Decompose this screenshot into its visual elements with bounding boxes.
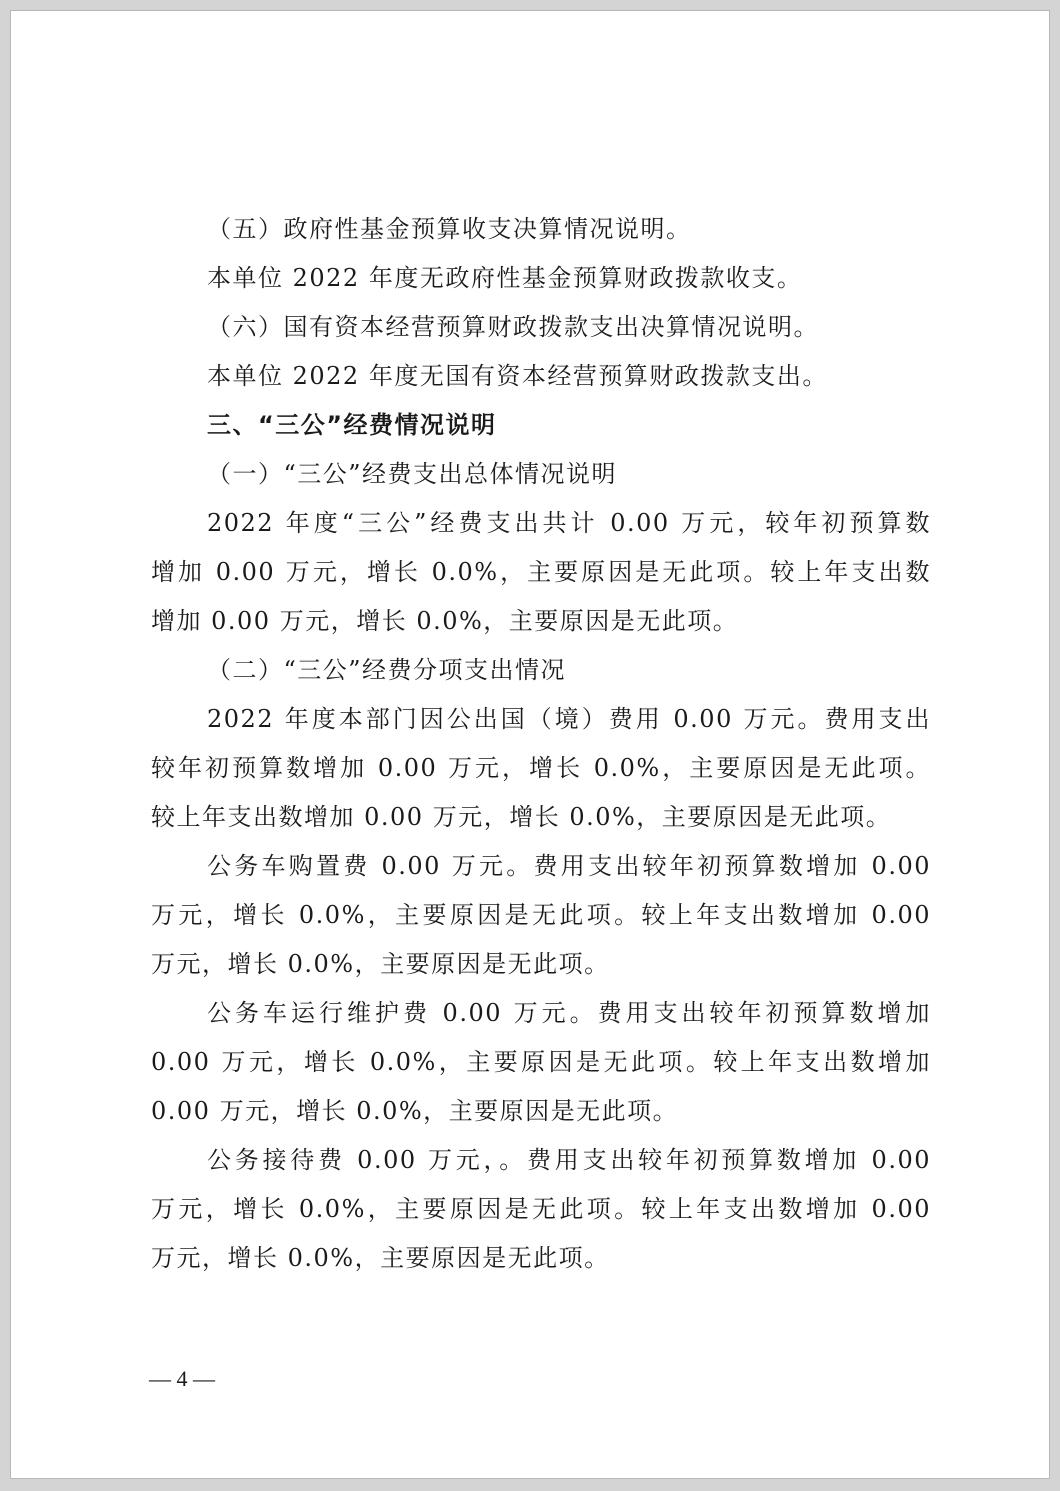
paragraph-line: 本单位 2022 年度无政府性基金预算财政拨款收支。 xyxy=(207,264,803,292)
paragraph-line: 万元，增长 0.0%，主要原因是无此项。 xyxy=(151,1244,610,1272)
paragraph-line: 增加 0.00 万元，增长 0.0%，主要原因是无此项。 xyxy=(151,607,739,635)
paragraph-line: 万元，增长 0.0%，主要原因是无此项。较上年支出数增加 0.00 xyxy=(151,901,931,929)
paragraph-line: 公务车运行维护费 0.00 万元。费用支出较年初预算数增加 xyxy=(207,999,931,1027)
section-heading-6: （六）国有资本经营预算财政拨款支出决算情况说明。 xyxy=(207,313,819,341)
paragraph-line: 2022 年度本部门因公出国（境）费用 0.00 万元。费用支出 xyxy=(207,705,931,733)
subsection-heading-1: （一）“三公”经费支出总体情况说明 xyxy=(207,460,618,488)
paragraph-line: 公务接待费 0.00 万元，。费用支出较年初预算数增加 0.00 xyxy=(207,1146,931,1174)
paragraph-line: 0.00 万元，增长 0.0%，主要原因是无此项。较上年支出数增加 xyxy=(151,1048,931,1076)
paragraph-line: 较年初预算数增加 0.00 万元，增长 0.0%，主要原因是无此项。 xyxy=(151,754,931,782)
document-body xyxy=(151,205,931,1283)
paragraph-line: 增加 0.00 万元，增长 0.0%，主要原因是无此项。较上年支出数 xyxy=(151,558,931,586)
page-number: — 4 — xyxy=(149,1366,215,1391)
section-heading-5: （五）政府性基金预算收支决算情况说明。 xyxy=(207,215,692,243)
paragraph-line: 2022 年度“三公”经费支出共计 0.00 万元，较年初预算数 xyxy=(207,509,931,537)
document-page xyxy=(10,10,1050,1479)
paragraph-line: 0.00 万元，增长 0.0%，主要原因是无此项。 xyxy=(151,1097,679,1125)
paragraph-line: 公务车购置费 0.00 万元。费用支出较年初预算数增加 0.00 xyxy=(207,852,931,880)
paragraph-line: 本单位 2022 年度无国有资本经营预算财政拨款支出。 xyxy=(207,362,828,390)
subsection-heading-2: （二）“三公”经费分项支出情况 xyxy=(207,656,567,684)
paragraph-line: 万元，增长 0.0%，主要原因是无此项。较上年支出数增加 0.00 xyxy=(151,1195,931,1223)
section-heading-3: 三、“三公”经费情况说明 xyxy=(207,411,497,439)
paragraph-line: 万元，增长 0.0%，主要原因是无此项。 xyxy=(151,950,610,978)
paragraph-line: 较上年支出数增加 0.00 万元，增长 0.0%，主要原因是无此项。 xyxy=(151,803,892,831)
